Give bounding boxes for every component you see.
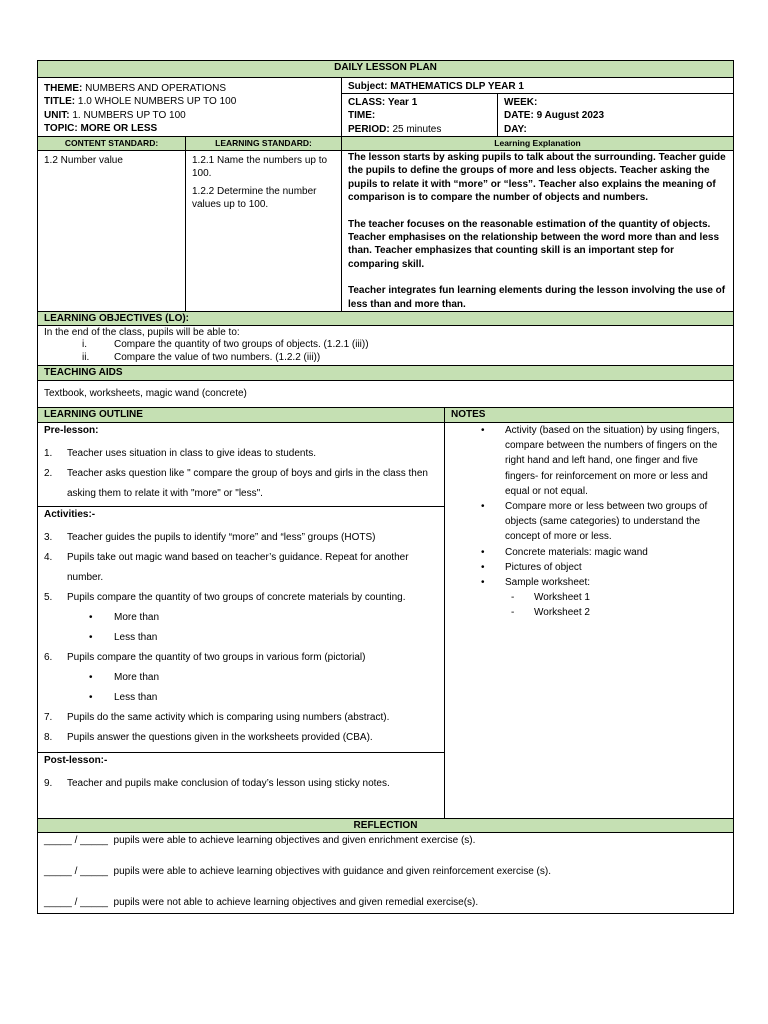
step-number: 1. <box>44 447 53 459</box>
bullet-icon: • <box>89 611 93 623</box>
step-number: 6. <box>44 651 53 663</box>
reflection-line <box>44 865 727 878</box>
notes-text: Pictures of object <box>505 561 582 573</box>
reflection-text: pupils were able to achieve learning objectives with guidance and given reinforcement exercise (s). <box>113 865 551 877</box>
step-text: Teacher asks question like " compare the group of boys and girls in the class then asking them to relate it with "more" or "less". <box>67 467 428 499</box>
step-text: Pupils do the same activity which is comparing using numbers (abstract). <box>67 711 390 723</box>
notes-item <box>481 423 727 499</box>
outline-bullet <box>44 628 438 648</box>
title-label: TITLE: <box>44 96 76 108</box>
outline-step <box>44 588 438 608</box>
theme-block <box>38 78 342 137</box>
objectives-table <box>37 311 734 408</box>
class-value: CLASS: Year 1 <box>348 97 418 108</box>
unit-value: 1. NUMBERS UP TO 100 <box>72 109 186 121</box>
blank-field: _____ / _____ <box>44 896 108 908</box>
day-label: DAY: <box>504 123 527 135</box>
step-text: Pupils compare the quantity of two groups of concrete materials by counting. <box>67 591 406 603</box>
content-standard-header: CONTENT STANDARD: <box>38 136 186 150</box>
notes-item <box>481 499 727 545</box>
title-value: 1.0 WHOLE NUMBERS UP TO 100 <box>77 96 237 108</box>
step-text: Pupils take out magic wand based on teacher’s guidance. Repeat for another number. <box>67 551 409 583</box>
learning-standard-cell <box>186 150 342 311</box>
bullet-text: More than <box>114 611 160 623</box>
teaching-aids-text: Textbook, worksheets, magic wand (concrete) <box>44 387 247 399</box>
notes-list <box>451 423 727 621</box>
step-text: Pupils compare the quantity of two groups in various form (pictorial) <box>67 651 366 663</box>
objective-item <box>44 352 727 365</box>
notes-sub-item <box>487 605 727 620</box>
content-standard-cell <box>38 150 186 311</box>
period-value: 25 minutes <box>392 123 442 135</box>
bullet-icon: • <box>481 561 485 573</box>
notes-cell <box>445 422 734 818</box>
bullet-icon: • <box>89 671 93 683</box>
notes-text: Activity (based on the situation) by using fingers, compare between the numbers of fingers on the right hand and left hand, one finger and five fingers- for reinforcement on more or less and equal or not equal. <box>505 424 720 497</box>
outline-table <box>37 407 734 819</box>
step-text: Teacher uses situation in class to give ideas to students. <box>67 447 317 459</box>
reflection-text: pupils were able to achieve learning objectives and given enrichment exercise (s). <box>113 834 476 846</box>
bullet-text: More than <box>114 671 160 683</box>
lesson-plan-document <box>37 60 733 914</box>
step-text: Teacher guides the pupils to identify “more” and “less” groups (HOTS) <box>67 531 376 543</box>
objective-item <box>44 339 727 352</box>
notes-sub-text: Worksheet 1 <box>534 592 590 604</box>
explanation-paragraph-1: The lesson starts by asking pupils to talk about the surrounding. Teacher guide the pupils to define the groups of more and less objects. Teacher asking the pupils to relate it with “more” or “less”. Teacher also explains the meaning of comparison is to compare the number of objects and numbers. <box>348 151 726 204</box>
learning-outline-header: LEARNING OUTLINE <box>38 407 445 422</box>
outline-step <box>44 548 438 588</box>
objective-text: Compare the value of two numbers. (1.2.2 (iii)) <box>114 351 321 363</box>
unit-label: UNIT: <box>44 109 70 121</box>
objective-number: i. <box>82 339 87 351</box>
objective-number: ii. <box>82 351 90 363</box>
activities-section <box>38 507 444 753</box>
learning-explanation-header: Learning Explanation <box>342 136 734 150</box>
period-label: PERIOD: <box>348 123 390 135</box>
teaching-aids-cell <box>38 380 734 407</box>
outline-bullet <box>44 608 438 628</box>
step-number: 2. <box>44 467 53 479</box>
step-number: 5. <box>44 591 53 603</box>
step-number: 8. <box>44 731 53 743</box>
pre-lesson-label: Pre-lesson: <box>44 424 99 436</box>
standards-table <box>37 136 734 312</box>
header-table <box>37 60 734 137</box>
outline-step <box>44 708 438 728</box>
outline-step <box>44 528 438 548</box>
subject-value: Subject: MATHEMATICS DLP YEAR 1 <box>348 81 524 92</box>
step-number: 7. <box>44 711 53 723</box>
bullet-icon: • <box>481 546 485 558</box>
notes-sub-text: Worksheet 2 <box>534 607 590 619</box>
outline-step <box>44 464 438 504</box>
notes-text: Sample worksheet: <box>505 576 591 588</box>
outline-bullet <box>44 688 438 708</box>
notes-sub-item <box>487 590 727 605</box>
reflection-line <box>44 834 727 847</box>
time-label: TIME: <box>348 110 376 122</box>
step-number: 4. <box>44 551 53 563</box>
explanation-paragraph-2: The teacher focuses on the reasonable estimation of the quantity of objects. Teacher emphasises on the relationship between the word more than and less than. Teacher emphasizes that counting skill is an important step for comparing skill. <box>348 218 720 270</box>
blank-field: _____ / _____ <box>44 865 108 877</box>
dash-icon: - <box>511 592 515 604</box>
objectives-header: LEARNING OBJECTIVES (LO): <box>38 311 734 325</box>
learning-outline-cell <box>38 422 445 818</box>
objectives-intro: In the end of the class, pupils will be able to: <box>44 326 240 338</box>
post-lesson-section <box>38 753 444 818</box>
reflection-text: pupils were not able to achieve learning objectives and given remedial exercise(s). <box>113 896 479 908</box>
notes-header: NOTES <box>445 407 734 422</box>
class-cell <box>342 94 498 137</box>
dash-icon: - <box>511 607 515 619</box>
bullet-icon: • <box>481 500 485 512</box>
topic-value: TOPIC: MORE OR LESS <box>44 122 158 134</box>
date-cell <box>498 94 734 137</box>
outline-step <box>44 444 438 464</box>
reflection-cell <box>38 832 734 913</box>
learning-explanation-cell <box>342 150 734 311</box>
notes-text: Concrete materials: magic wand <box>505 546 648 558</box>
reflection-line <box>44 896 727 909</box>
content-standard-value: 1.2 Number value <box>44 154 123 166</box>
bullet-text: Less than <box>114 631 158 643</box>
bullet-icon: • <box>481 576 485 588</box>
subject-cell <box>342 78 734 94</box>
step-number: 3. <box>44 531 53 543</box>
outline-step <box>44 774 438 794</box>
activities-label: Activities:- <box>44 508 96 520</box>
notes-item <box>481 545 727 560</box>
outline-step <box>44 728 438 748</box>
bullet-icon: • <box>481 424 485 436</box>
outline-bullet <box>44 668 438 688</box>
plan-title: DAILY LESSON PLAN <box>38 61 734 78</box>
objectives-cell <box>38 325 734 365</box>
learning-standard-2: 1.2.2 Determine the number values up to 100. <box>192 185 317 210</box>
date-value: DATE: 9 August 2023 <box>504 110 605 122</box>
bullet-icon: • <box>89 631 93 643</box>
notes-item <box>481 560 727 575</box>
bullet-icon: • <box>89 691 93 703</box>
reflection-table <box>37 818 734 914</box>
learning-standard-1: 1.2.1 Name the numbers up to 100. <box>192 154 328 179</box>
step-text: Teacher and pupils make conclusion of today’s lesson using sticky notes. <box>67 777 390 789</box>
explanation-paragraph-3: Teacher integrates fun learning elements during the lesson involving the use of less than and more than. <box>348 285 726 310</box>
week-label: WEEK: <box>504 97 538 108</box>
bullet-text: Less than <box>114 691 158 703</box>
theme-value: NUMBERS AND OPERATIONS <box>85 83 227 94</box>
post-lesson-label: Post-lesson:- <box>44 754 108 766</box>
reflection-header: REFLECTION <box>38 818 734 832</box>
notes-text: Compare more or less between two groups of objects (same categories) to understand the concept of more or less. <box>505 500 708 543</box>
learning-standard-header: LEARNING STANDARD: <box>186 136 342 150</box>
step-number: 9. <box>44 777 53 789</box>
blank-field: _____ / _____ <box>44 834 108 846</box>
step-text: Pupils answer the questions given in the worksheets provided (CBA). <box>67 731 373 743</box>
objective-text: Compare the quantity of two groups of objects. (1.2.1 (iii)) <box>114 339 369 351</box>
outline-step <box>44 648 438 668</box>
theme-label: THEME: <box>44 83 83 94</box>
notes-item <box>481 575 727 590</box>
pre-lesson-section <box>38 423 444 507</box>
teaching-aids-header: TEACHING AIDS <box>38 365 734 380</box>
